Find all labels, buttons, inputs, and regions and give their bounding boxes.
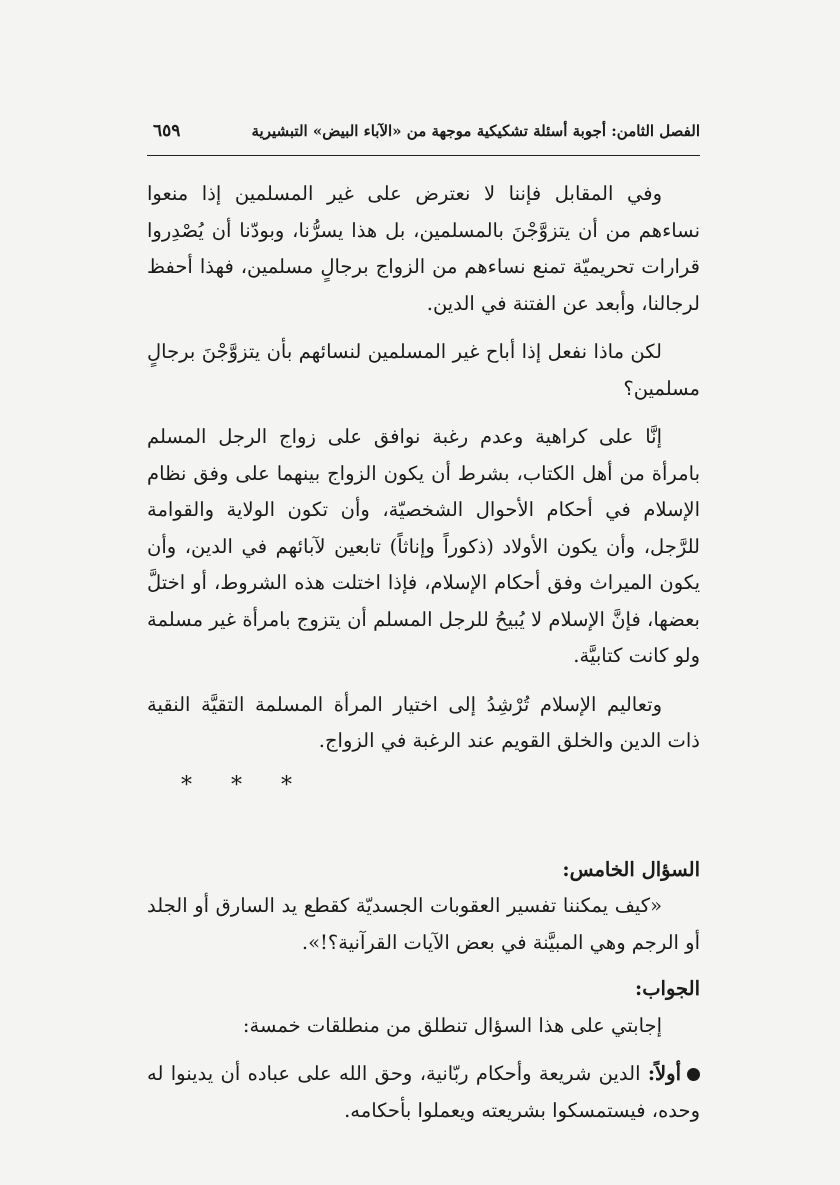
question-text: «كيف يمكننا تفسير العقوبات الجسديّة كقطع يد السارق أو الجلد أو الرجم وهي المبيَّنة في بعض الآيات القرآنية؟!». [147, 894, 700, 954]
running-header [147, 118, 700, 152]
answer-point [147, 1056, 700, 1129]
paragraph: إنَّا على كراهية وعدم رغبة نوافق على زواج الرجل المسلم بامرأة من أهل الكتاب، بشرط أن يكون الزواج بينهما على وفق نظام الإسلام في أحكام الأحوال الشخصيّة، وأن تكون الولاية والقوامة للرَّجل، وأن يكون الأولاد (ذكوراً وإناثاً) تابعين لآبائهم في الدين، وأن يكون الميراث وفق أحكام الإسلام، فإذا اختلت هذه الشروط، أو اختلَّ بعضها، فإنَّ الإسلام لا يُبيحُ للرجل المسلم أن يتزوج بامرأة غير مسلمة ولو كانت كتابيَّة. [147, 425, 700, 667]
point-label: أولاً: [647, 1062, 681, 1085]
chapter-title: الفصل الثامن: أجوبة أسئلة تشكيكية موجهة من «الآباء البيض» التبشيرية [251, 122, 700, 140]
answer-heading: الجواب: [635, 977, 700, 1000]
separator-star: * [181, 772, 192, 798]
separator-star: * [281, 772, 292, 798]
bullet-icon [687, 1068, 700, 1081]
answer-intro: إجابتي على هذا السؤال تنطلق من منطلقات خمسة: [242, 1013, 662, 1037]
paragraph: لكن ماذا نفعل إذا أباح غير المسلمين لنسائهم بأن يتزوَّجْنَ برجالٍ مسلمين؟ [147, 340, 700, 400]
header-divider [147, 155, 700, 156]
question-heading: السؤال الخامس: [562, 857, 700, 881]
paragraph: وتعاليم الإسلام تُرْشِدُ إلى اختيار المرأة المسلمة التقيَّة النقية ذات الدين والخلق القويم عند الرغبة في الزواج. [147, 692, 700, 752]
page-number: ٦٥٩ [153, 121, 181, 141]
section-separator [147, 766, 700, 806]
separator-star: * [231, 772, 242, 798]
paragraph: وفي المقابل فإننا لا نعترض على غير المسلمين إذا منعوا نساءهم من أن يتزوَّجْنَ بالمسلمين، بل هذا يسرُّنا، وبودّنا أن يُصْدِروا قرارات تحريميّة تمنع نساءهم من الزواج برجالٍ مسلمين، فهذا أحفظ لرجالنا، وأبعد عن الفتنة في الدين. [147, 182, 700, 315]
point-text: الدين شريعة وأحكام ربّانية، وحق الله على عباده أن يدينوا له وحده، فيستمسكوا بشريعته ويعملوا بأحكامه. [147, 1062, 700, 1122]
page-body [147, 176, 700, 1129]
